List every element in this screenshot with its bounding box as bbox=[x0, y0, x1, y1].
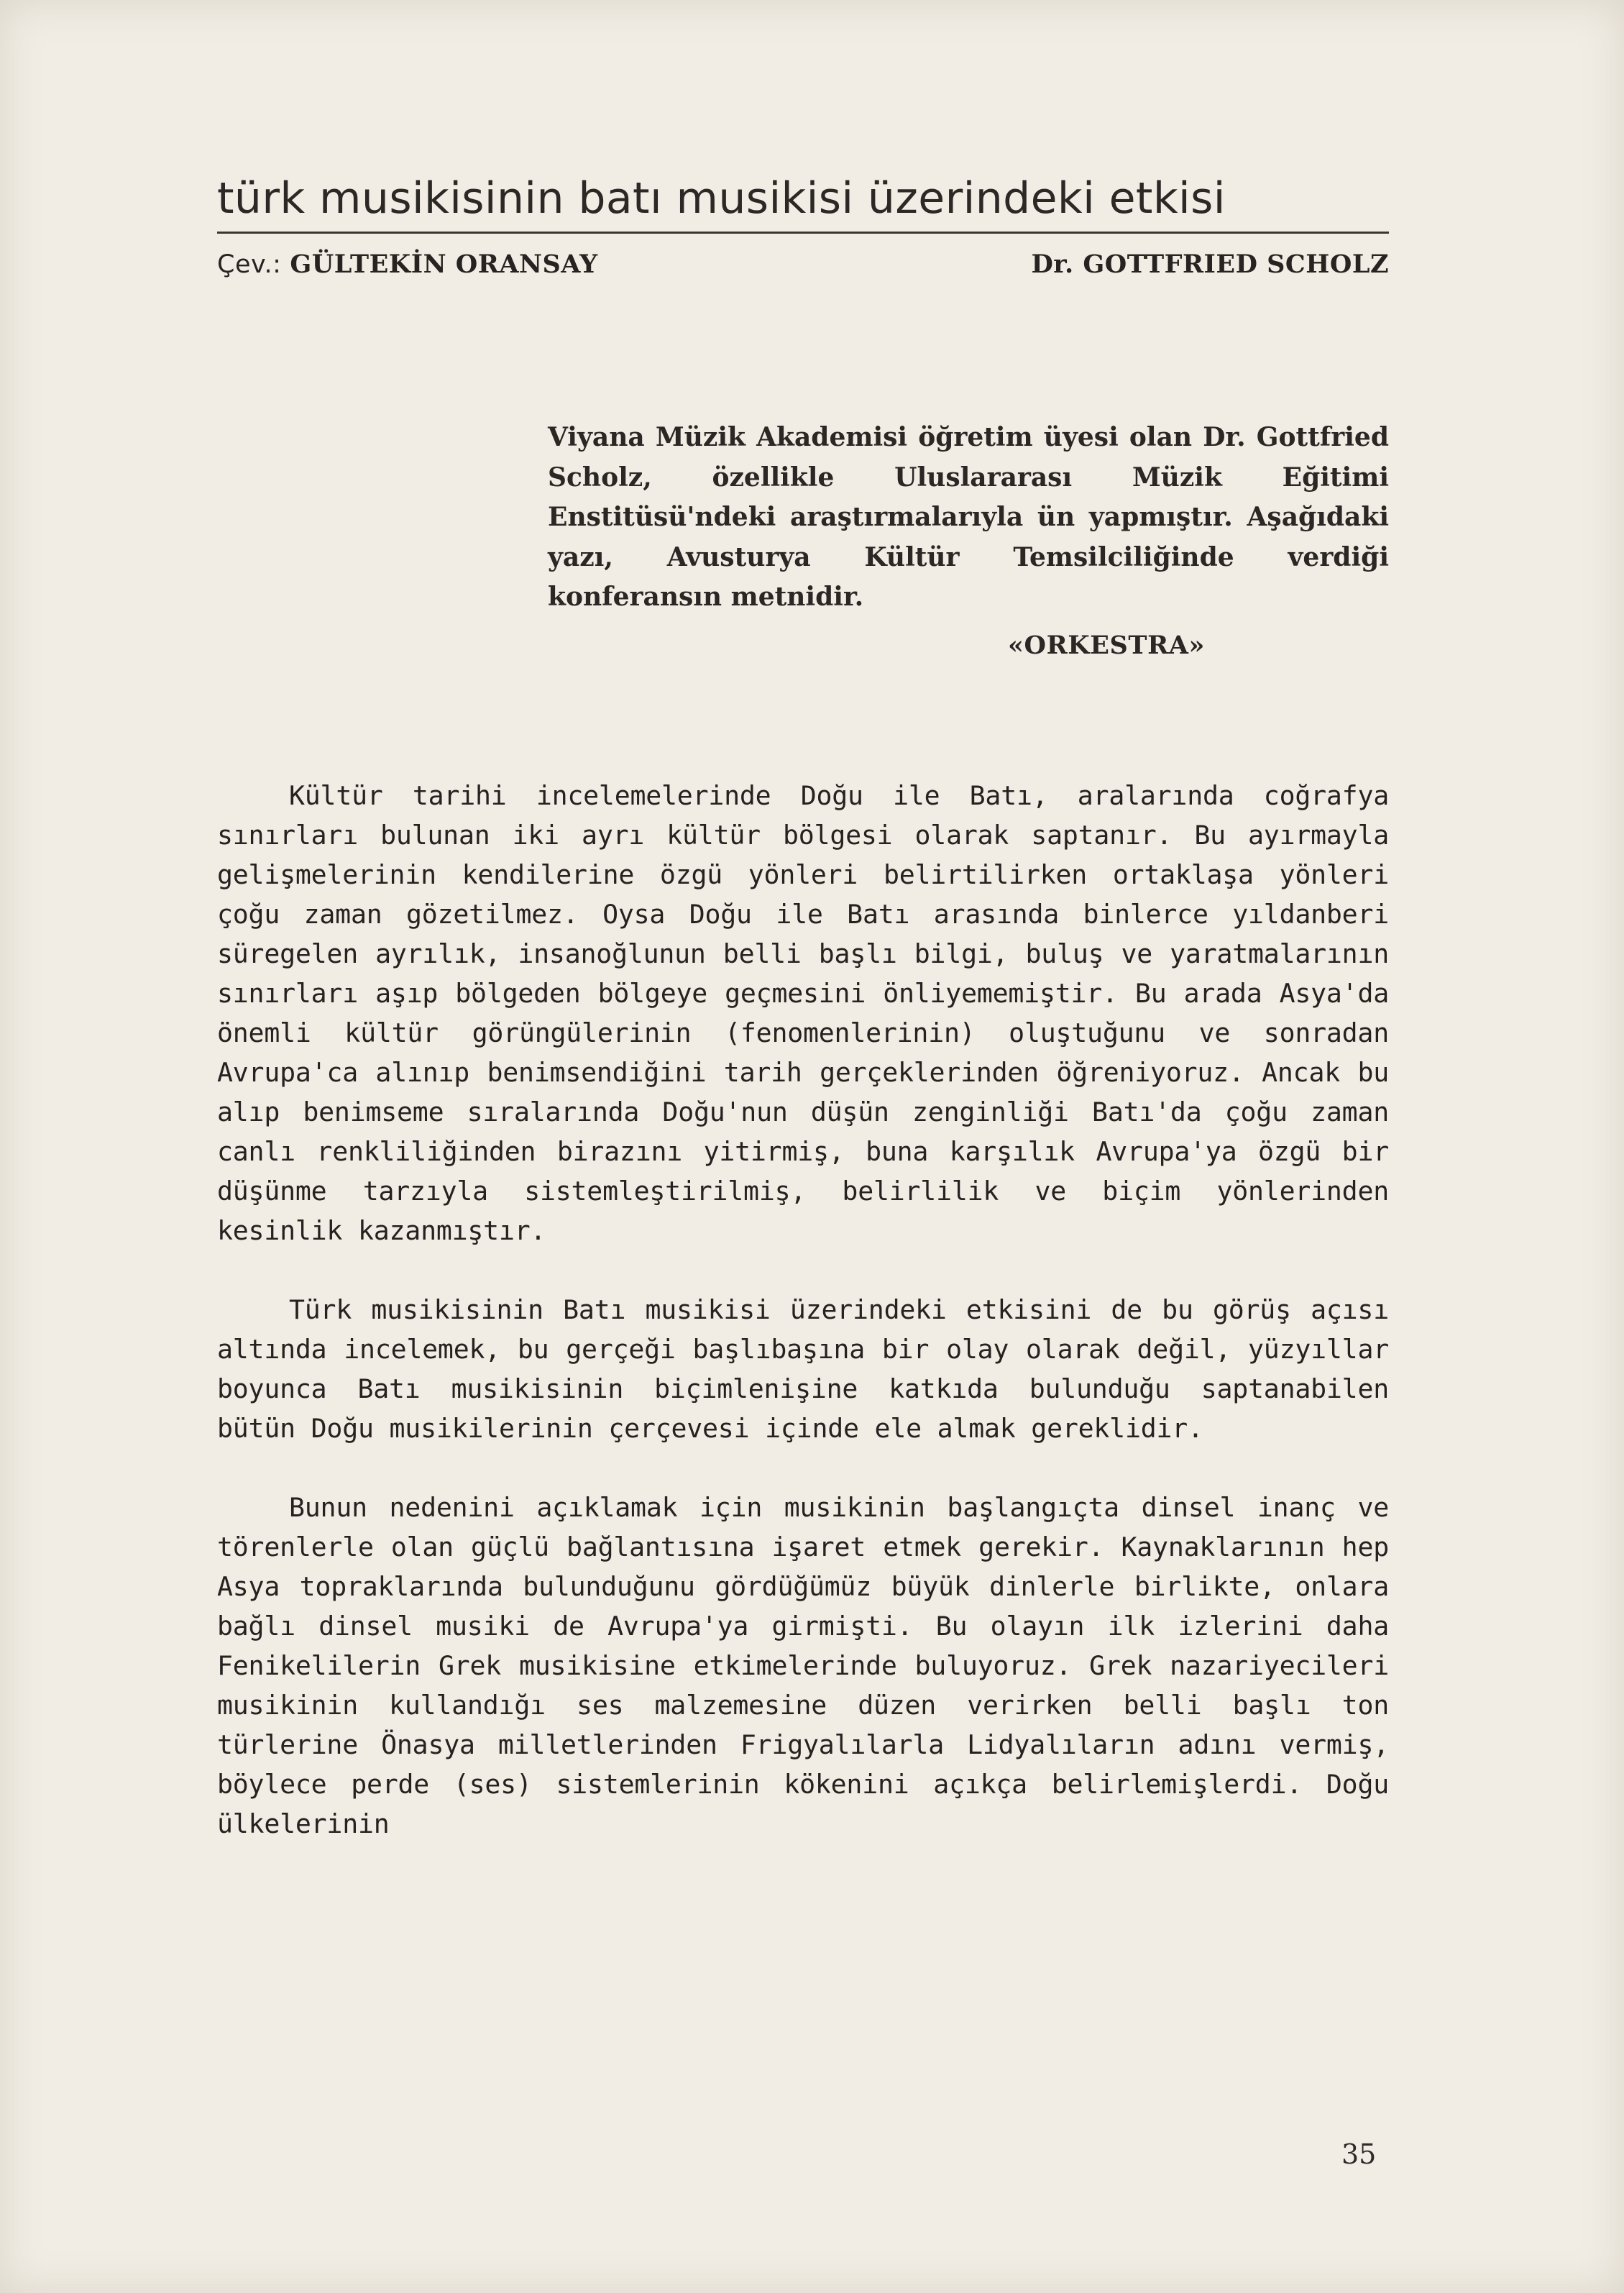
translator-label: Çev.: bbox=[217, 250, 282, 279]
paragraph: Bunun nedenini açıklamak için musikinin başlangıçta dinsel inanç ve törenlerle olan güçlü bağlantısına işaret etmek gerekir. Kaynaklarının hep Asya topraklarında bulunduğunu gördüğümüz büyük dinlerle birlikte, onlara bağlı dinsel musiki de Avrupa'ya girmişti. Bu olayın ilk izlerini daha Fenikelilerin Grek musikisine etkimelerinde buluyoruz. Grek nazariyecileri musikinin kullandığı ses malzemesine düzen verirken belli başlı ton türlerine Önasya milletlerinden Frigyalılarla Lidyalıların adını vermiş, böylece perde (ses) sistemlerinin kökenini açıkça belirlemişlerdi. Doğu ülkelerinin bbox=[217, 1491, 1389, 1839]
section-heading: «ORKESTRA» bbox=[1008, 630, 1205, 660]
paragraph: Kültür tarihi incelemelerinde Doğu ile Batı, aralarında coğrafya sınırları bulunan iki ayrı kültür bölgesi olarak saptanır. Bu ayırmayla gelişmelerinin kendilerine özgü yönleri belirtilirken ortaklaşa yönleri çoğu zaman gözetilmez. Oysa Doğu ile Batı arasında binlerce yıldanberi süregelen ayrılık, insanoğlunun belli başlı bilgi, buluş ve yaratmalarının sınırları aşıp bölgeden bölgeye geçmesini önliyememiştir. Bu arada Asya'da önemli kültür görüngülerinin (fenomenlerinin) oluştuğunu ve sonradan Avrupa'ca alınıp benimsendiğini tarih gerçeklerinden öğreniyoruz. Ancak bu alıp benimseme sıralarında Doğu'nun düşün zenginliği Batı'da çoğu zaman canlı renkliliğinden birazını yitirmiş, buna karşılık Avrupa'ya özgü bir düşünme tarzıyla sistemleştirilmiş, belirlilik ve biçim yönlerinden kesinlik kazanmıştır. bbox=[217, 779, 1389, 1246]
byline bbox=[217, 247, 1389, 283]
paragraph: Türk musikisinin Batı musikisi üzerindeki etkisini de bu görüş açısı altında incelemek, bu gerçeği başlıbaşına bir olay olarak değil, yüzyıllar boyunca Batı musikisinin biçimlenişine katkıda bulunduğu saptanabilen bütün Doğu musikilerinin çerçevesi içinde ele almak gereklidir. bbox=[217, 1294, 1389, 1444]
article-title: türk musikisinin batı musikisi üzerindeki etkisi bbox=[217, 173, 1226, 224]
translator-credit bbox=[217, 247, 598, 283]
title-underline bbox=[217, 232, 1389, 234]
page-number: 35 bbox=[1341, 2138, 1377, 2170]
translator-name: GÜLTEKİN ORANSAY bbox=[290, 250, 598, 279]
author-name: Dr. GOTTFRIED SCHOLZ bbox=[1031, 250, 1389, 279]
author-note: Viyana Müzik Akademisi öğretim üyesi olan Dr. Gottfried Scholz, özellikle Uluslararası Müzik Eğitimi Enstitüsü'ndeki araştırmalarıyla ün yapmıştır. Aşağıdaki yazı, Avusturya Kültür Temsilciliğinde verdiği konferansın metnidir. bbox=[548, 422, 1389, 612]
article-body bbox=[217, 776, 1389, 1844]
page-content bbox=[217, 173, 1389, 1883]
